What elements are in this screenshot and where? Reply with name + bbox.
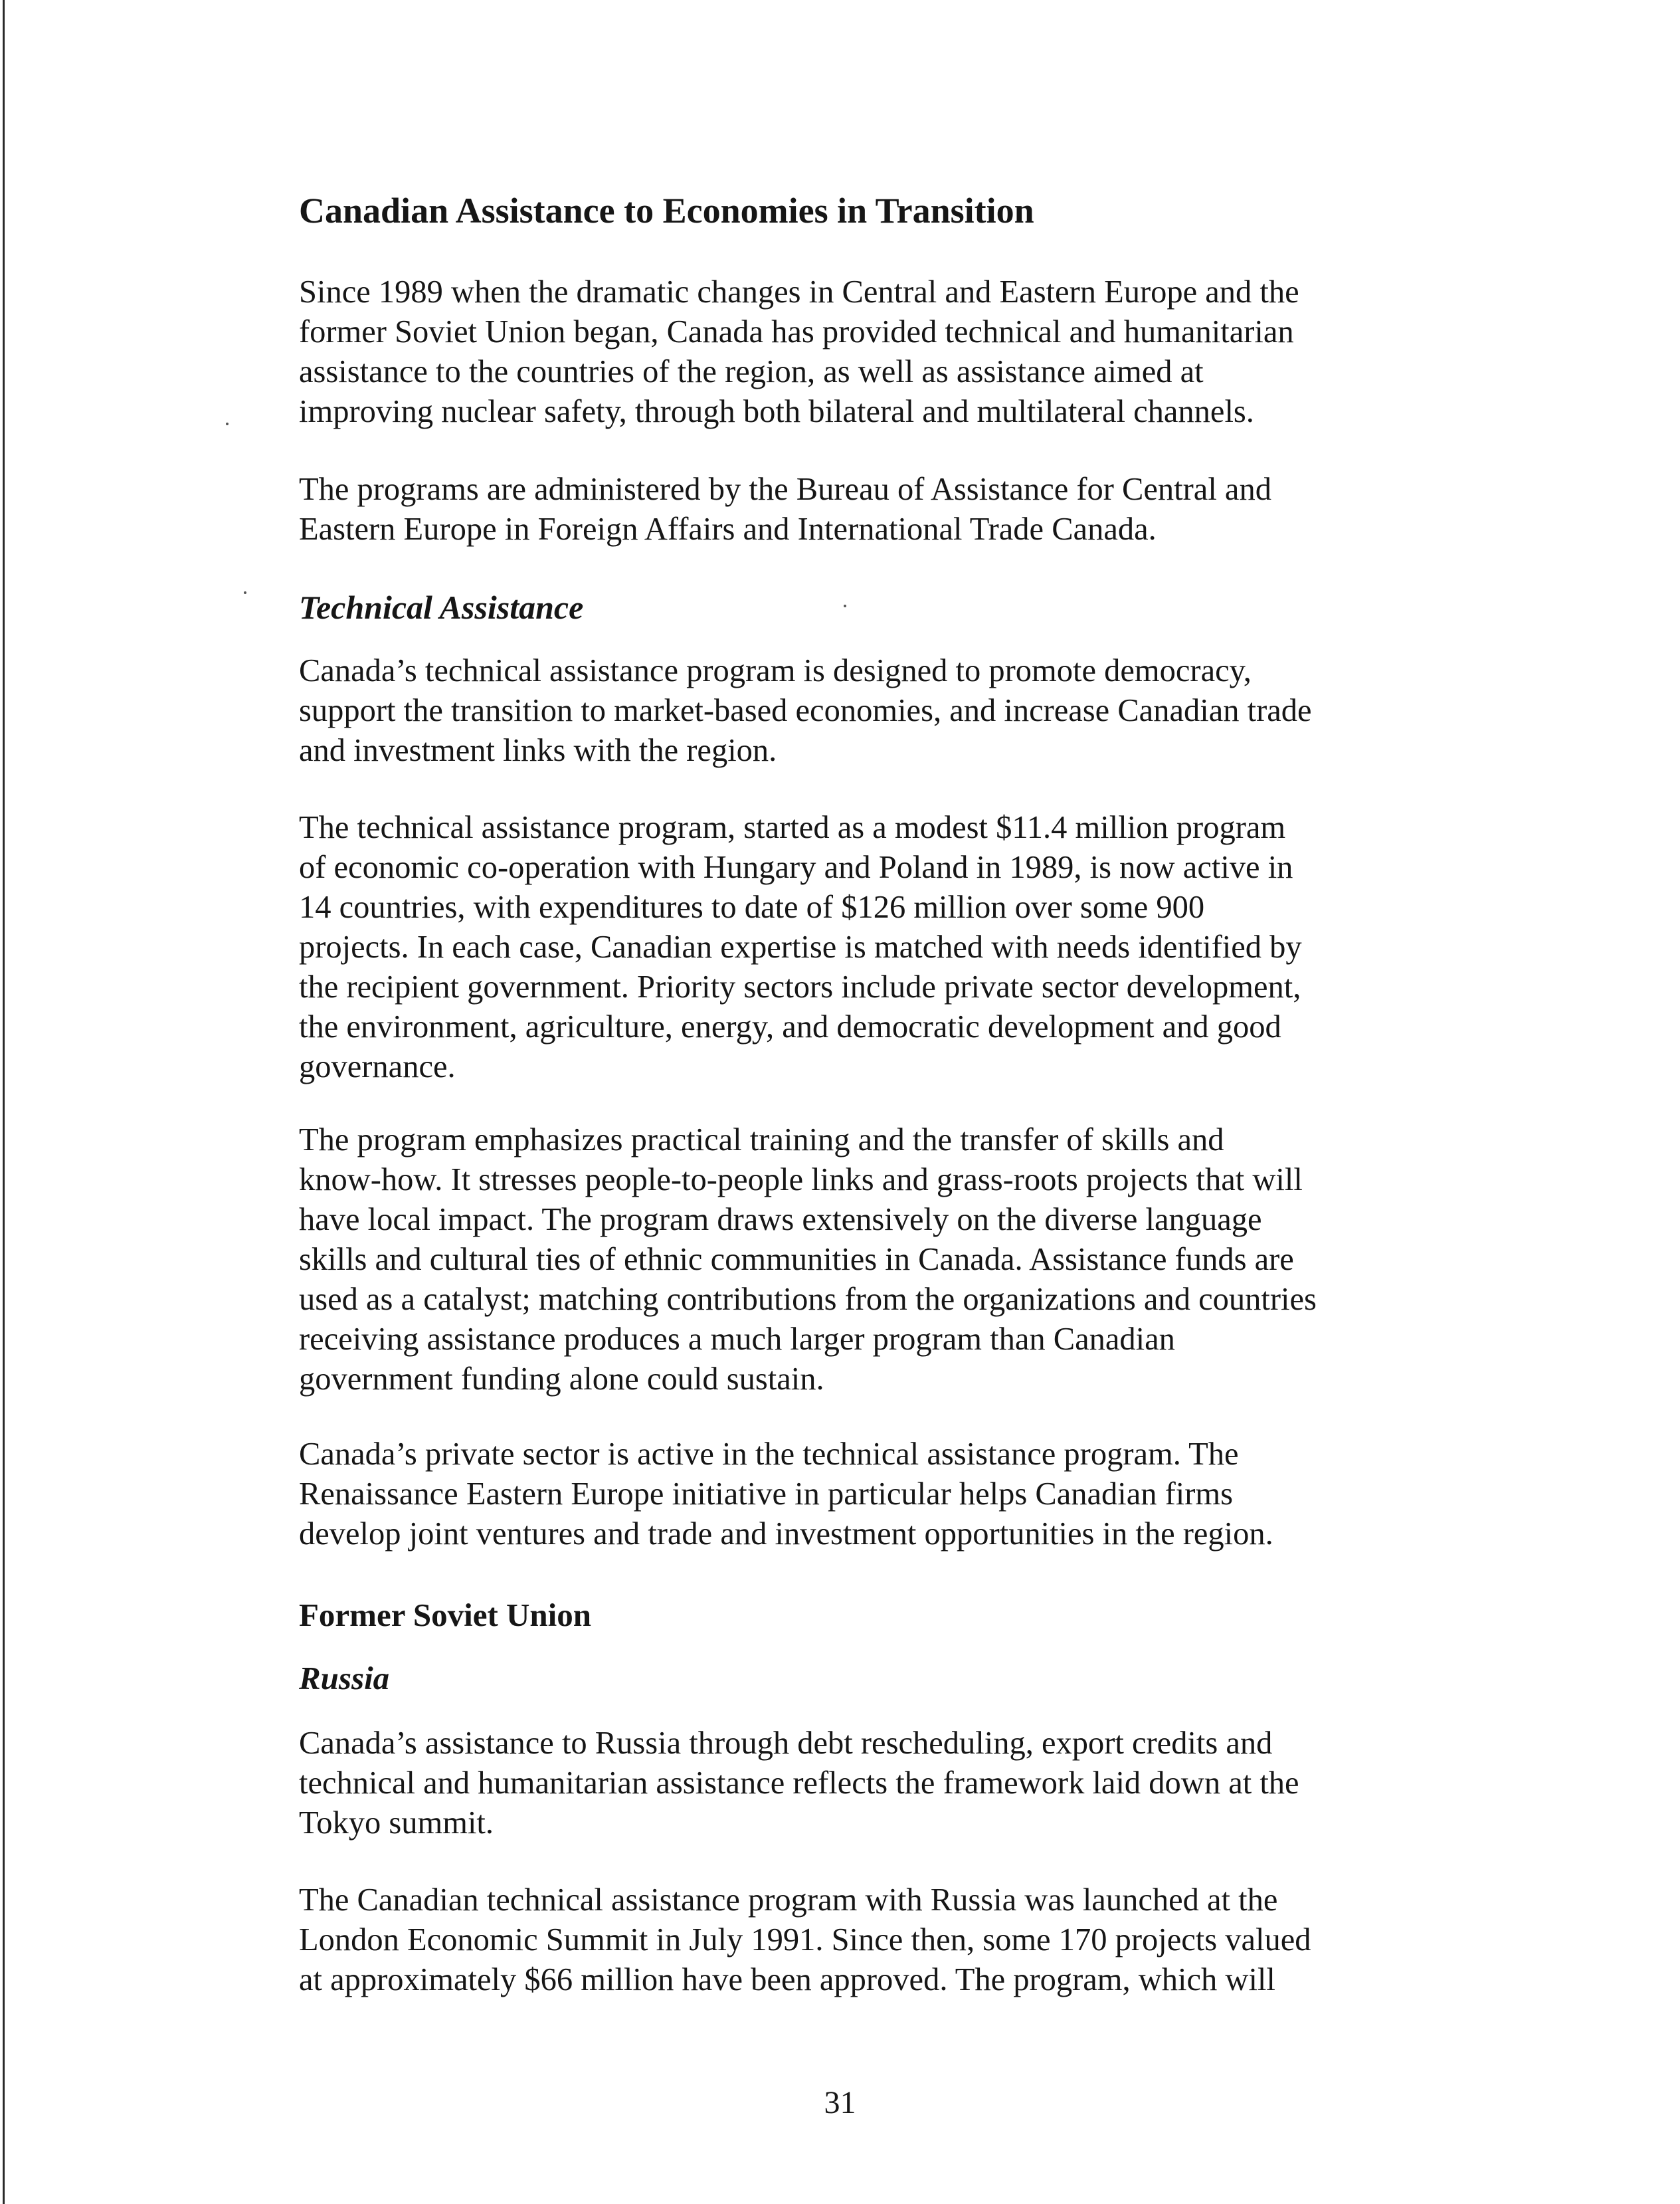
page-number: 31	[824, 2085, 856, 2120]
scan-speck	[244, 591, 246, 594]
section-heading-technical-assistance: Technical Assistance	[299, 589, 584, 626]
subsection-heading-russia: Russia	[299, 1660, 390, 1696]
intro-paragraph-2: The programs are administered by the Bureau of Assistance for Central and Eastern Europe in Foreign Affairs and International Trade Canada.	[299, 472, 1271, 547]
russia-paragraph-2: The Canadian technical assistance program with Russia was launched at the London Economic Summit in July 1991. Since then, some 170 projects valued at approximately $66 million have been approved. The program, which will	[299, 1882, 1311, 1997]
scan-speck	[226, 423, 229, 425]
technical-paragraph-1: Canada’s technical assistance program is designed to promote democracy, support the transition to market-based economies, and increase Canadian trade and investment links with the region.	[299, 653, 1312, 768]
scan-speck	[844, 605, 846, 607]
page-title: Canadian Assistance to Economies in Transition	[299, 191, 1034, 231]
section-heading-former-soviet-union: Former Soviet Union	[299, 1597, 592, 1633]
intro-paragraph-1: Since 1989 when the dramatic changes in Central and Eastern Europe and the former Soviet Union began, Canada has provided technical and humanitarian assistance to the countries of the region, as well as assistance aimed at improving nuclear safety, through both bilateral and multilateral channels.	[299, 274, 1299, 429]
technical-paragraph-2: The technical assistance program, started as a modest $11.4 million program of economic co-operation with Hungary and Poland in 1989, is now active in 14 countries, with expenditures to date of $126 million over some 900 projects. In each case, Canadian expertise is matched with needs identified by the recipient government. Priority sectors include private sector development, the environment, agriculture, energy, and democratic development and good governance.	[299, 810, 1302, 1084]
russia-paragraph-1: Canada’s assistance to Russia through debt rescheduling, export credits and technical and humanitarian assistance reflects the framework laid down at the Tokyo summit.	[299, 1726, 1299, 1841]
page-left-edge	[3, 0, 5, 2204]
technical-paragraph-3: The program emphasizes practical training and the transfer of skills and know-how. It stresses people-to-people links and grass-roots projects that will have local impact. The program draws extensively on the diverse language skills and cultural ties of ethnic communities in Canada. Assistance funds are used as a catalyst; matching contributions from the organizations and countries receiving assistance produces a much larger program than Canadian government funding alone could sustain.	[299, 1122, 1317, 1397]
technical-paragraph-4: Canada’s private sector is active in the technical assistance program. The Renaissance Eastern Europe initiative in particular helps Canadian firms develop joint ventures and trade and investment opportunities in the region.	[299, 1437, 1273, 1552]
